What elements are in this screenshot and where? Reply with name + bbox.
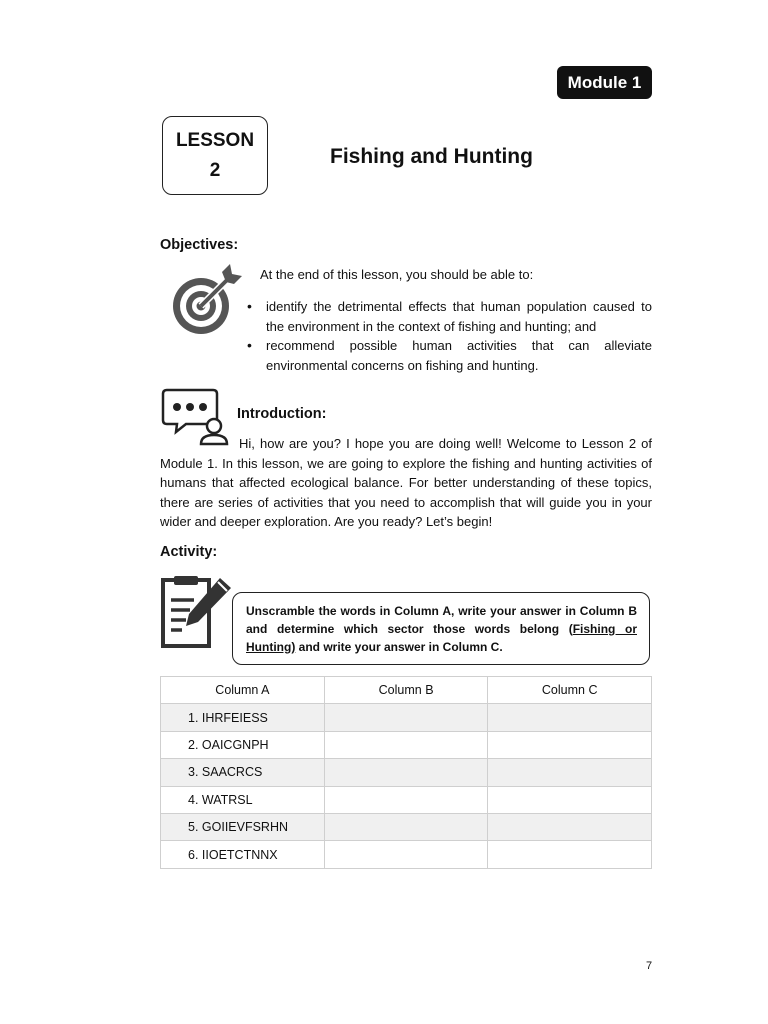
objective-item: • identify the detrimental effects that human population caused to the environment in the context of fishing and hunting; and: [245, 297, 652, 336]
column-c-answer-cell[interactable]: [488, 704, 652, 731]
lesson-number: 2: [209, 159, 221, 181]
activity-heading: Activity:: [160, 544, 218, 560]
column-b-answer-cell[interactable]: [324, 759, 488, 786]
table-row: [161, 759, 652, 786]
introduction-text: Hi, how are you? I hope you are doing well! Welcome to Lesson 2 of Module 1. In this lesson, we are going to explore the fishing and hunting activities of humans that affected ecological balance. For better understanding of these topics, there are series of activities that you need to accomplish that will guide you in your wider and deeper exploration. Are you ready? Let’s begin!: [160, 436, 652, 529]
column-a-header: Column A: [161, 677, 325, 704]
instruction-text-end: and write your answer in Column C.: [295, 640, 503, 654]
objectives-list: [245, 297, 652, 375]
target-icon: [168, 258, 248, 340]
column-b-answer-cell[interactable]: [324, 813, 488, 840]
objectives-heading: Objectives:: [160, 237, 239, 253]
table-row: [161, 731, 652, 758]
table-row: [161, 704, 652, 731]
page-number: 7: [646, 960, 653, 972]
lesson-box: [162, 116, 268, 195]
column-a-cell: 3. SAACRCS: [161, 759, 325, 786]
activity-instruction: [232, 592, 650, 665]
column-b-answer-cell[interactable]: [324, 731, 488, 758]
table-row: [161, 786, 652, 813]
column-c-header: Column C: [488, 677, 652, 704]
column-c-answer-cell[interactable]: [488, 731, 652, 758]
column-b-answer-cell[interactable]: [324, 786, 488, 813]
instruction-underlined: Fishing or Hunting): [246, 622, 637, 654]
table-row: [161, 841, 652, 868]
page-title: Fishing and Hunting: [330, 145, 533, 168]
column-a-cell: 1. IHRFEIESS: [161, 704, 325, 731]
objective-item: • recommend possible human activities that can alleviate environmental concerns on fishing and hunting.: [245, 336, 652, 375]
column-b-answer-cell[interactable]: [324, 841, 488, 868]
column-a-cell: 2. OAICGNPH: [161, 731, 325, 758]
table-header-row: [161, 677, 652, 704]
column-c-answer-cell[interactable]: [488, 786, 652, 813]
lesson-word: LESSON: [175, 129, 255, 151]
column-a-cell: 6. IIOETCTNNX: [161, 841, 325, 868]
column-a-cell: 5. GOIIEVFSRHN: [161, 813, 325, 840]
module-badge: Module 1: [557, 66, 652, 99]
column-c-answer-cell[interactable]: [488, 813, 652, 840]
introduction-heading: Introduction:: [237, 406, 327, 422]
column-b-answer-cell[interactable]: [324, 704, 488, 731]
instruction-text: Unscramble the words in Column A, write your answer in Column B and determine which sector those words belong (: [246, 604, 637, 636]
column-b-header: Column B: [324, 677, 488, 704]
document-pencil-icon: [160, 574, 234, 650]
objectives-intro: At the end of this lesson, you should be able to:: [260, 267, 534, 282]
column-c-answer-cell[interactable]: [488, 841, 652, 868]
table-row: [161, 813, 652, 840]
column-a-cell: 4. WATRSL: [161, 786, 325, 813]
activity-table: [160, 676, 652, 869]
column-c-answer-cell[interactable]: [488, 759, 652, 786]
